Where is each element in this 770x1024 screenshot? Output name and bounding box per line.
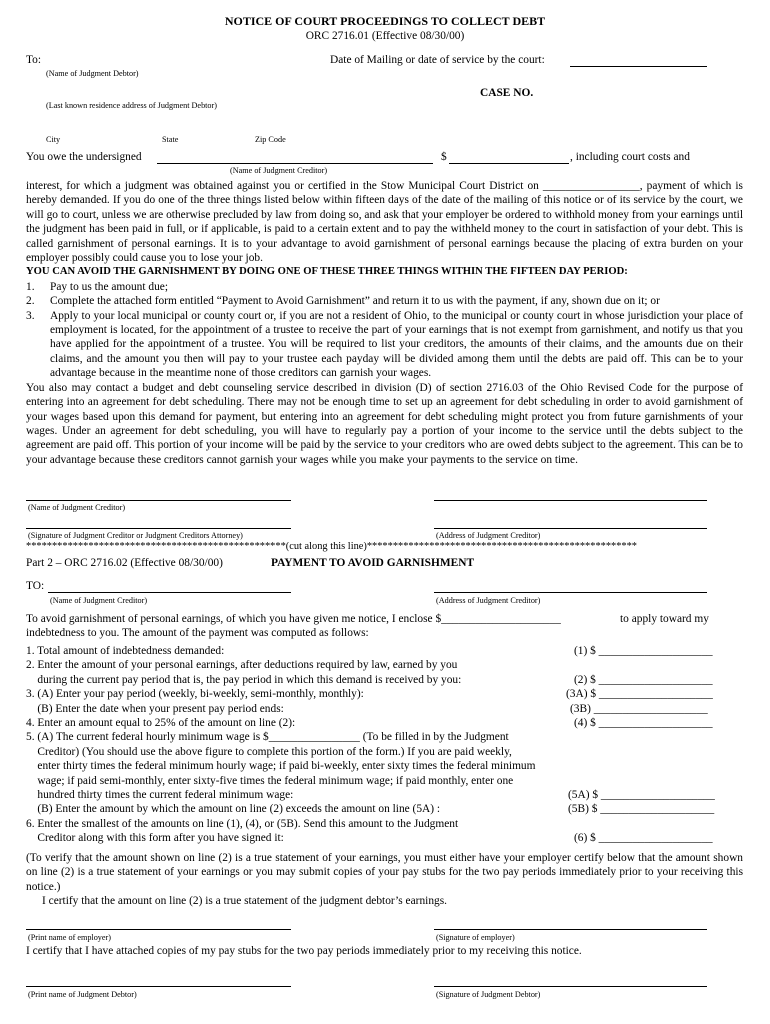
calc-row — [26, 716, 743, 730]
address-caption: (Address of Judgment Creditor) — [436, 531, 541, 540]
list-item: 1. Pay to us the amount due; — [26, 280, 169, 293]
calc-row-label: (B) Enter the amount by which the amount on line (2) exceeds the amount on line (5A) : — [26, 803, 441, 816]
creditor-name-caption: (Name of Judgment Creditor) — [28, 503, 126, 512]
creditor-caption: (Name of Judgment Creditor) — [230, 166, 328, 175]
address-line-2[interactable] — [434, 528, 707, 529]
calc-row — [26, 745, 743, 759]
calc-row-label: (B) Enter the date when your present pay period ends: — [26, 702, 284, 715]
calc-row-label: wage; if paid semi-monthly, enter sixty-five times the federal minimum wage; if paid monthly, enter one — [26, 774, 514, 787]
calc-row — [26, 817, 743, 831]
calc-row — [26, 759, 743, 773]
avoid-heading: YOU CAN AVOID THE GARNISHMENT BY DOING ONE OF THESE THREE THINGS WITHIN THE FIFTEEN DAY PERIOD: — [26, 266, 628, 278]
print-debtor-caption: (Print name of Judgment Debtor) — [28, 990, 137, 999]
part2-label: Part 2 – ORC 2716.02 (Effective 08/30/00) — [26, 557, 223, 569]
signature-employer-caption: (Signature of employer) — [436, 933, 515, 942]
calc-row-label: 2. Enter the amount of your personal earnings, after deductions required by law, earned by you — [26, 659, 458, 672]
case-number-label: CASE NO. — [480, 87, 534, 99]
calc-row — [26, 644, 743, 658]
notice-body — [26, 179, 743, 467]
calc-row — [26, 802, 743, 816]
calc-row-label: 3. (A) Enter your pay period (weekly, bi-weekly, semi-monthly, monthly): — [26, 688, 364, 701]
city-caption: City — [46, 135, 61, 144]
part2-creditor-address-caption: (Address of Judgment Creditor) — [436, 596, 541, 605]
calc-row — [26, 658, 743, 672]
calc-row-amount-field[interactable]: (4) $ ____________________ — [574, 717, 713, 729]
part2-title: PAYMENT TO AVOID GARNISHMENT — [271, 557, 475, 569]
calc-row — [26, 774, 743, 788]
mailing-date-label: Date of Mailing or date of service by the court: — [330, 54, 545, 66]
part2-creditor-name-caption: (Name of Judgment Creditor) — [50, 596, 148, 605]
owe-dollar: $ — [441, 151, 447, 163]
enclose-text: To avoid garnishment of personal earnings, of which you have given me notice, I enclose $_____________________ — [26, 613, 561, 625]
notice-paragraph: interest, for which a judgment was obtained against you or certified in the Stow Municipal Court District on _________________, payment of which is hereby demanded. If you do one of the three things listed below within fifteen days of the date of the mailing of this notice or of its service by the court, we will go to court, unless we are otherwise precluded by law from doing so, and ask that your employer be ordered to withhold money from your earnings until the judgment has been paid in full, or if applicable, is paid to a certain extent and to pay the withheld money to the court in satisfaction of your debt. This is called garnishment of personal earnings. It is to your advantage to avoid garnishment of personal earnings because the placing of extra burden on your employer possibly could cause you to lose your job. — [26, 180, 743, 265]
enclose-suffix: to apply toward my — [620, 613, 709, 625]
address-line-1[interactable] — [434, 500, 707, 501]
creditor-name-field[interactable] — [157, 163, 433, 164]
calc-row-label: 5. (A) The current federal hourly minimum wage is $________________ (To be filled in by the Judgment — [26, 731, 509, 744]
calc-row-amount-field[interactable]: (3B) ____________________ — [570, 702, 708, 715]
calc-row — [26, 788, 743, 802]
calc-row — [26, 730, 743, 744]
calc-row-label: Creditor) (You should use the above figure to complete this portion of the form.) If you are paid weekly, — [26, 745, 512, 758]
debtor-signature-line[interactable] — [434, 986, 707, 987]
employer-signature-line[interactable] — [434, 929, 707, 930]
creditor-signature-line[interactable] — [26, 528, 291, 529]
debtor-name-line[interactable] — [26, 986, 291, 987]
part2-creditor-name-line[interactable] — [48, 592, 291, 593]
calc-row — [26, 673, 743, 687]
residence-caption: (Last known residence address of Judgment Debtor) — [46, 101, 217, 110]
calc-row-label: 4. Enter an amount equal to 25% of the amount on line (2): — [26, 717, 296, 729]
enclose-line2: indebtedness to you. The amount of the payment was computed as follows: — [26, 627, 369, 639]
zip-caption: Zip Code — [255, 135, 286, 144]
calc-row-label: during the current pay period that is, the pay period in which this demand is received by you: — [26, 673, 462, 686]
calc-row-amount-field[interactable]: (2) $ ____________________ — [574, 673, 713, 686]
creditor-name-line[interactable] — [26, 500, 291, 501]
state-caption: State — [162, 135, 179, 144]
part2-to-label: TO: — [26, 580, 45, 592]
calc-row — [26, 687, 743, 701]
calc-row — [26, 831, 743, 845]
signature-debtor-caption: (Signature of Judgment Debtor) — [436, 990, 541, 999]
calc-row-amount-field[interactable]: (6) $ ____________________ — [574, 832, 713, 845]
calc-row-label: Creditor along with this form after you have signed it: — [26, 832, 284, 845]
calc-row — [26, 702, 743, 716]
page-subtitle: ORC 2716.01 (Effective 08/30/00) — [305, 30, 465, 42]
calc-row-amount-field[interactable]: (5A) $ ____________________ — [568, 789, 715, 801]
owe-suffix: , including court costs and — [570, 151, 690, 163]
certify-employer-text: I certify that the amount on line (2) is a true statement of the judgment debtor’s earnings. — [42, 895, 447, 907]
certify-debtor-text: I certify that I have attached copies of my pay stubs for the two pay periods immediately prior to my receiving this notice. — [26, 945, 582, 957]
owe-amount-field[interactable] — [449, 163, 569, 164]
part2-creditor-address-line[interactable] — [434, 592, 707, 593]
page-title: NOTICE OF COURT PROCEEDINGS TO COLLECT DEBT — [224, 14, 546, 28]
list-item: 2. Complete the attached form entitled “Payment to Avoid Garnishment” and return it to us with the payment, if any, shown due on it; or — [26, 295, 660, 308]
mailing-date-field[interactable] — [570, 66, 707, 67]
to-label: To: — [26, 54, 42, 66]
verify-text: (To verify that the amount shown on line (2) is a true statement of your earnings, you must either have your employer certify below that the amount shown on line (2) is a true statement of your earnings or you may submit copies of your pay stubs for the two pay periods immediately prior to your receiving this notice.) — [26, 852, 743, 893]
calc-row-amount-field[interactable]: (3A) $ ____________________ — [566, 688, 713, 701]
list-item: 3. Apply to your local municipal or county court or, if you are not a resident of Ohio, to the municipal or county court in whose jurisdiction your place of employment is located, for the appointment of a trustee to receive the part of your earnings that is not exempt from garnishment, and notify us that you have applied for the appointment of a trustee. You will be required to list your creditors, the amounts of their claims, and the amounts due on their claims, and the amount you then will pay to your trustee each payday will be divided among them until the debts are paid off. This can be to your advantage because in the meantime none of those creditors can garnish your wages. — [26, 309, 743, 380]
calc-row-label: hundred thirty times the current federal minimum wage: — [26, 789, 294, 801]
counseling-paragraph: You also may contact a budget and debt counseling service described in division (D) of section 2716.03 of the Ohio Revised Code for the purpose of entering into an agreement for debt scheduling. There may not be enough time to set up an agreement for debt scheduling in order to avoid garnishment of your wages based upon this demand for payment, but entering into an agreement for debt scheduling might protect you from future garnishments of your wages. Under an agreement for debt scheduling, you will have to regularly pay a portion of your income to the service until the debts subject to the agreement are paid off. This portion of your income will be paid by the service to your creditors who are owed debts subject to the agreement. This can be to your advantage because these creditors cannot garnish your wages while you make your payments to the service on time. — [26, 381, 743, 466]
options-list — [26, 280, 743, 381]
calc-row-label: enter thirty times the federal minimum hourly wage; if paid bi-weekly, enter sixty times the federal minimum — [26, 760, 536, 773]
calc-row-label: 1. Total amount of indebtedness demanded: — [26, 645, 225, 657]
cut-line: **************************************************(cut along this line)**************************************************** — [26, 542, 638, 552]
calc-row-amount-field[interactable]: (1) $ ____________________ — [574, 645, 713, 657]
owe-prefix: You owe the undersigned — [26, 151, 142, 163]
print-employer-caption: (Print name of employer) — [28, 933, 111, 942]
debtor-name-caption: (Name of Judgment Debtor) — [46, 69, 139, 78]
calc-row-label: 6. Enter the smallest of the amounts on line (1), (4), or (5B). Send this amount to the Judgment — [26, 817, 459, 830]
employer-name-line[interactable] — [26, 929, 291, 930]
signature-caption: (Signature of Judgment Creditor or Judgment Creditors Attorney) — [28, 531, 243, 540]
calc-row-amount-field[interactable]: (5B) $ ____________________ — [568, 803, 715, 816]
